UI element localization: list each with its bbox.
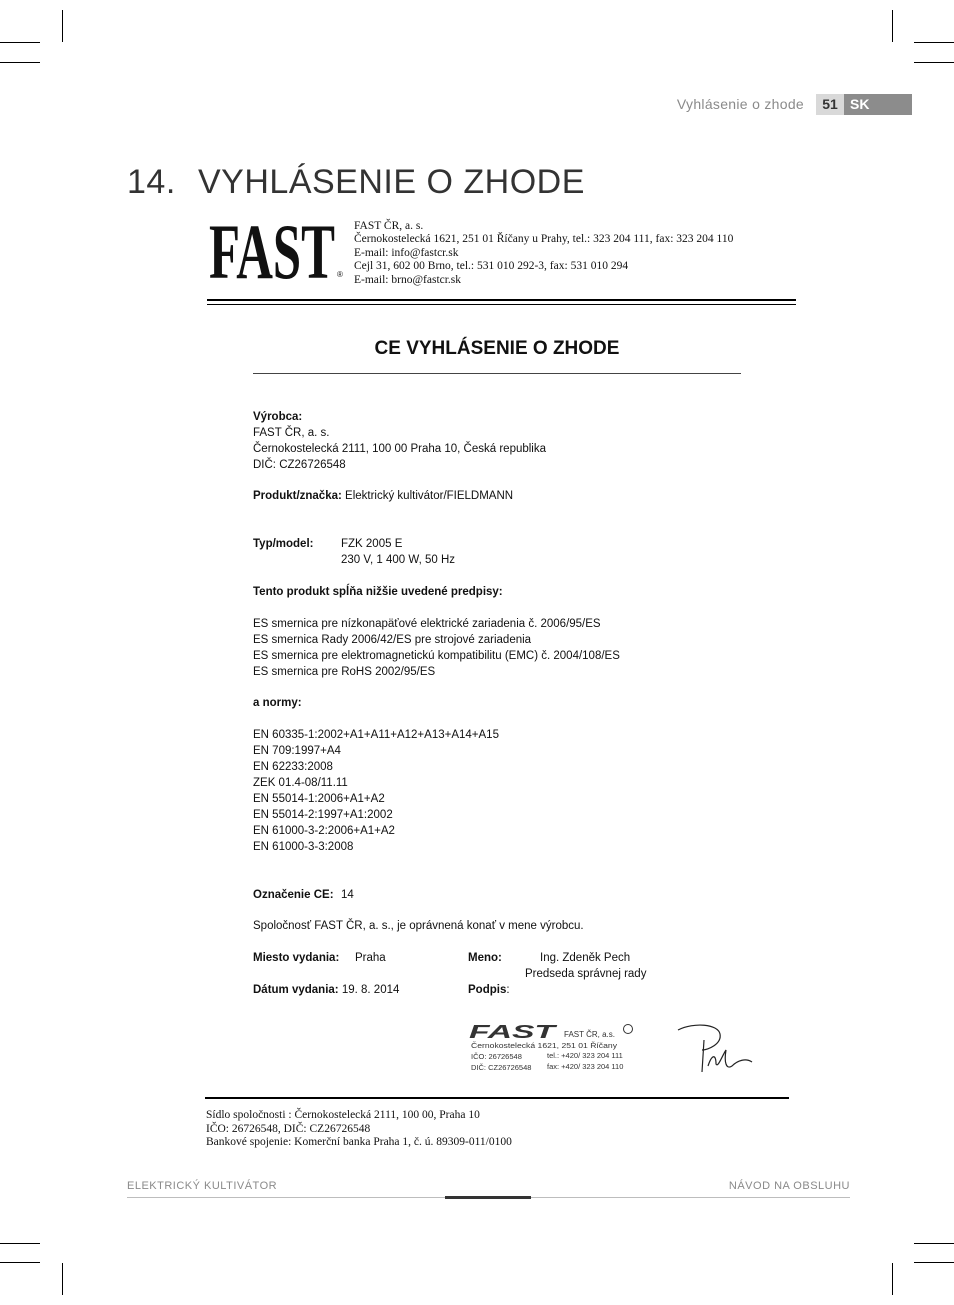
standard-item: EN 709:1997+A4: [253, 745, 341, 757]
type-value: FZK 2005 E: [341, 538, 403, 550]
running-header-title: Vyhlásenie o zhode: [676, 96, 804, 112]
footer-info-line: Bankové spojenie: Komerční banka Praha 1, č. ú. 89309-011/0100: [206, 1136, 512, 1148]
standard-item: EN 61000-3-3:2008: [253, 841, 354, 853]
footer-info-line: Sídlo spoločnosti : Černokostelecká 2111, 100 00, Praha 10: [206, 1109, 480, 1121]
manufacturer-block: [253, 409, 546, 473]
place-value: Praha: [355, 952, 386, 964]
directive-item: ES smernica pre RoHS 2002/95/ES: [253, 666, 436, 678]
letterhead-line: FAST ČR, a. s.: [354, 220, 424, 232]
standard-item: ZEK 01.4-08/11.11: [253, 777, 348, 789]
standard-item: EN 55014-1:2006+A1+A2: [253, 793, 385, 805]
page-number: 51: [816, 94, 844, 115]
standard-item: EN 55014-2:1997+A1:2002: [253, 809, 393, 821]
authorization-text: Spoločnosť FAST ČR, a. s., je oprávnená konať v mene výrobcu.: [253, 920, 584, 932]
standard-item: EN 61000-3-2:2006+A1+A2: [253, 825, 395, 837]
stamp-tel: tel.: +420/ 323 204 111: [547, 1051, 623, 1060]
ce-value: 14: [341, 889, 354, 901]
compliance-heading: [253, 584, 503, 600]
directive-item: ES smernica Rady 2006/42/ES pre strojové zariadenia: [253, 634, 532, 646]
title-underline: [253, 373, 741, 374]
chapter-heading: [127, 163, 585, 202]
chapter-number: 14.: [127, 163, 176, 201]
name-block: [468, 950, 646, 982]
directive-item: ES smernica pre nízkonapäťové elektrické zariadenia č. 2006/95/ES: [253, 618, 601, 630]
signature-label-row: [468, 982, 510, 998]
type-row: [253, 536, 455, 568]
product-value: Elektrický kultivátor/FIELDMANN: [345, 490, 514, 502]
company-stamp: [469, 1022, 639, 1074]
footer-product-name: ELEKTRICKÝ KULTIVÁTOR: [127, 1180, 278, 1192]
type-spec: 230 V, 1 400 W, 50 Hz: [341, 554, 456, 566]
manufacturer-line: FAST ČR, a. s.: [253, 427, 330, 439]
name-label: Meno:: [468, 952, 502, 964]
signature-label: Podpis: [468, 984, 507, 996]
company-footer-info: [206, 1109, 512, 1150]
document-title: CE VYHLÁSENIE O ZHODE: [374, 338, 620, 359]
letterhead-divider-thin: [207, 304, 796, 305]
standards-heading: [253, 695, 302, 711]
place-label: Miesto vydania:: [253, 952, 340, 964]
signature-colon: :: [506, 984, 510, 996]
product-row: [253, 488, 513, 504]
standard-item: EN 60335-1:2002+A1+A11+A12+A13+A14+A15: [253, 729, 499, 741]
registered-mark-icon: ®: [337, 270, 343, 279]
ce-marking-row: [253, 887, 354, 903]
standards-list: [253, 727, 499, 855]
date-value: 19. 8. 2014: [341, 984, 400, 996]
footer-manual-name: NÁVOD NA OBSLUHU: [728, 1180, 850, 1192]
letterhead-line: E-mail: info@fastcr.sk: [354, 246, 459, 259]
fast-logo: [209, 222, 345, 280]
date-label: Dátum vydania:: [253, 984, 339, 996]
manufacturer-line: Černokostelecká 2111, 100 00 Praha 10, Česká republika: [253, 443, 547, 455]
footer-divider: [205, 1097, 789, 1099]
stamp-dic: DIČ: CZ26726548: [471, 1063, 532, 1072]
stamp-ico: IČO: 26726548: [471, 1052, 522, 1061]
directives-list: [253, 616, 620, 680]
directive-item: ES smernica pre elektromagnetickú kompatibilitu (EMC) č. 2004/108/ES: [253, 650, 620, 662]
standards-heading-text: a normy:: [253, 697, 302, 709]
stamp-company: FAST ČR, a.s.: [564, 1030, 615, 1039]
letterhead-contact: [354, 220, 733, 287]
footer-info-line: IČO: 26726548, DIČ: CZ26726548: [206, 1122, 371, 1135]
standard-item: EN 62233:2008: [253, 761, 333, 773]
date-row: [253, 982, 399, 998]
language-badge: SK: [844, 94, 912, 115]
handwritten-signature: [674, 1020, 756, 1074]
product-label: Produkt/značka:: [253, 490, 342, 502]
compliance-heading-text: Tento produkt spĺňa nižšie uvedené predpisy:: [253, 586, 503, 598]
stamp-logo-text: FAST: [469, 1022, 559, 1042]
manufacturer-line: DIČ: CZ26726548: [253, 459, 346, 471]
chapter-title: VYHLÁSENIE O ZHODE: [198, 163, 585, 201]
ce-label: Označenie CE:: [253, 889, 334, 901]
fast-logo-text: FAST: [209, 222, 335, 280]
manufacturer-label: Výrobca:: [253, 411, 303, 423]
stamp-seal-icon: [624, 1025, 633, 1034]
letterhead-line: Cejl 31, 602 00 Brno, tel.: 531 010 292-3, fax: 531 010 294: [354, 260, 629, 273]
letterhead-line: Černokostelecká 1621, 251 01 Říčany u Prahy, tel.: 323 204 111, fax: 323 204 110: [354, 233, 734, 246]
place-row: [253, 950, 386, 966]
footer-rule-accent: [445, 1196, 531, 1199]
letterhead-divider: [207, 299, 796, 301]
stamp-fax: fax: +420/ 323 204 110: [547, 1062, 624, 1071]
name-role: Predseda správnej rady: [525, 968, 647, 980]
stamp-address: Černokostelecká 1621, 251 01 Říčany: [471, 1043, 590, 1050]
letterhead-line: E-mail: brno@fastcr.sk: [354, 273, 462, 286]
name-value: Ing. Zdeněk Pech: [540, 952, 631, 964]
type-label: Typ/model:: [253, 538, 314, 550]
